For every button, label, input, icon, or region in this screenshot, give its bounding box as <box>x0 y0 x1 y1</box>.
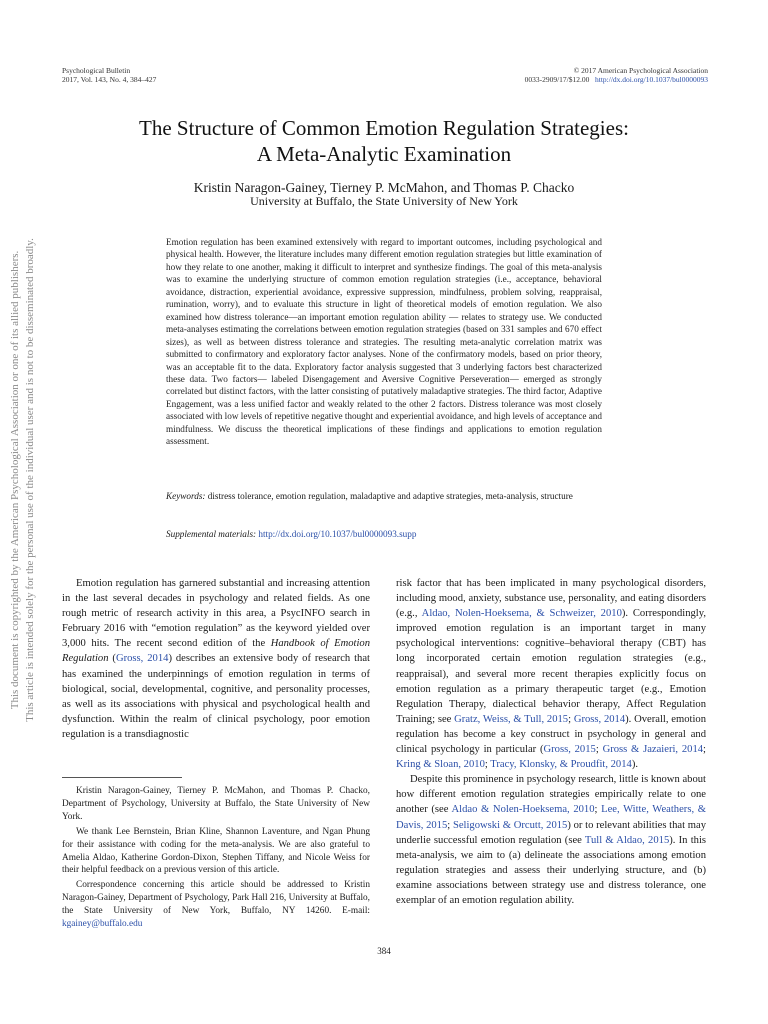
text-run: ; <box>703 744 706 756</box>
title-line-1: The Structure of Common Emotion Regulation Strategies: <box>139 116 629 140</box>
text-run: risk factor that has been implicated in many psychological disorders, including mood, anxiety, substance use, personality, and eating disorders (e.g., <box>396 578 706 620</box>
issn-doi-line <box>525 75 708 84</box>
text-run: Despite this prominence in psychology research, little is known about how different emotion regulation strategies empirically relate to one another (see <box>396 774 706 816</box>
citation-link[interactable]: Gross, 2014 <box>573 713 626 725</box>
footnote-affiliation: Kristin Naragon-Gainey, Tierney P. McMahon, and Thomas P. Chacko, Department of Psychology, University at Buffalo, the State University of New York. <box>62 786 370 822</box>
text-run: ; <box>595 744 603 756</box>
keywords <box>166 490 602 503</box>
copyright-side-notice <box>8 200 38 760</box>
text-run: Correspondence concerning this article should be addressed to Kristin Naragon-Gainey, Department of Psychology, Park Hall 216, University at Buffalo, the State University of New York, Buffalo, NY 14260. E-mail: <box>62 880 370 917</box>
keywords-text: distress tolerance, emotion regulation, maladaptive and adaptive strategies, meta-analysis, structure <box>207 491 573 501</box>
text-run: Emotion regulation has garnered substantial and increasing attention in the last several decades in psychology and related fields. As one rough metric of research activity in this area, a PsycINFO search in February 2016 with “emotion regulation” as the keyword yielded over 3,000 hits. The recent second edition of the <box>62 578 370 650</box>
footnote-correspondence <box>62 879 370 931</box>
intro-paragraph-2 <box>396 772 706 908</box>
journal-name: Psychological Bulletin <box>62 66 131 75</box>
citation-link[interactable]: Seligowski & Orcutt, 2015 <box>452 819 568 831</box>
text-run: ). In this meta-analysis, we aim to (a) delineate the associations among emotion regulation strategies and assess their underlying structure, and (b) examine associations between strategy use and distress tolerance, one exemplar of an emotion regulation ability. <box>396 834 707 906</box>
page-number: 384 <box>377 946 391 956</box>
abstract: Emotion regulation has been examined extensively with regard to important outcomes, including psychological and physical health. However, the literature includes many different emotion regulation strategies but little examination of how they relate to one another, making it difficult to interpret and synthesize findings. The goal of this meta-analysis was to examine the underlying structure of common emotion regulation strategies (i.e., acceptance, behavioral avoidance, distraction, experiential avoidance, expressive suppression, mindfulness, problem solving, reappraisal, rumination, worry), and to evaluate this structure in light of theoretical models of emotion regulation. We also examined how distress tolerance—an important emotion regulation ability — relates to strategy use. We conducted meta-analyses estimating the correlations between emotion regulation strategies (based on 331 samples and 670 effect sizes), as well as between distress tolerance and strategies. The resulting meta-analytic correlation matrix was submitted to confirmatory and exploratory factor analyses. None of the confirmatory models, based on prior theory, was an acceptable fit to the data. Exploratory factor analysis suggested that 3 underlying factors best characterized these data. Two factors— labeled Disengagement and Aversive Cognitive Perseveration— emerged as strongly correlated but distinct factors, with the latter consisting of putatively maladaptive strategies. The third factor, Adaptive Engagement, was a less unified factor and weakly related to the other 2 factors. Distress tolerance was most closely associated with low levels of repetitive negative thought and experiential avoidance, and high levels of acceptance and mindfulness. We discuss the theoretical implications of these findings and applications to emotion regulation assessment. <box>166 237 602 447</box>
paper-title <box>100 115 668 167</box>
text-run: ) or to relevant abilities that may underlie successful emotion regulation (see <box>396 819 707 846</box>
text-run: ; <box>568 713 574 725</box>
text-run: ). Correspondingly, improved emotion regulation is an important target in many psychological interventions: cognitive–behavioral therapy (CBT) has long incorporated certain emotion regulation strategies (e.g., reappraisal), and several more recent therapies explicitly focus on emotion regulation as a primary therapeutic target (e.g., Emotion Regulation Therapy, dialectical behavior therapy, Affect Regulation Training; see <box>396 608 706 725</box>
book-title: Handbook of Emotion Regulation <box>62 638 370 665</box>
supplemental-materials <box>166 528 602 541</box>
intro-paragraph-1 <box>62 576 370 742</box>
citation-link[interactable]: Gross, 2014 <box>115 653 169 665</box>
citation-link[interactable]: Tull & Aldao, 2015 <box>584 834 670 846</box>
issn: 0033-2909/17/$12.00 <box>524 75 590 84</box>
journal-volume: 2017, Vol. 143, No. 4, 384–427 <box>62 75 157 84</box>
supplemental-link[interactable]: http://dx.doi.org/10.1037/bul0000093.supp <box>258 529 417 539</box>
text-run: ; <box>484 759 491 771</box>
text-run: ). <box>631 759 639 771</box>
journal-header <box>62 66 156 84</box>
author-list: Kristin Naragon-Gainey, Tierney P. McMahon, and Thomas P. Chacko <box>193 180 575 195</box>
footnotes <box>62 785 370 933</box>
copyright-header <box>525 66 708 84</box>
copyright-line: © 2017 American Psychological Association <box>573 66 708 75</box>
affiliation: University at Buffalo, the State University of New York <box>250 194 518 208</box>
citation-link[interactable]: Tracy, Klonsky, & Proudfit, 2014 <box>490 759 632 771</box>
text-run: ) describes an extensive body of research that has examined the underpinnings of emotion regulation in terms of biological, social, developmental, cognitive, and personality processes, as well as its associations with physical and psychological health and dysfunction. Within the realm of clinical psychology, poor emotion regulation is a transdiagnostic <box>62 653 370 740</box>
email-link[interactable]: kgainey@buffalo.edu <box>62 919 143 930</box>
body-left-column <box>62 576 370 742</box>
citation-link[interactable]: Gross & Jazaieri, 2014 <box>602 744 704 756</box>
citation-link[interactable]: Gratz, Weiss, & Tull, 2015 <box>454 713 569 725</box>
citation-link[interactable]: Aldao & Nolen-Hoeksema, 2010 <box>451 804 595 816</box>
side-notice-line-1: This document is copyrighted by the American Psychological Association or one of its allied publishers. <box>9 250 21 710</box>
title-line-2: A Meta-Analytic Examination <box>256 142 512 166</box>
body-right-column <box>396 576 706 908</box>
citation-link[interactable]: Lee, Witte, Weathers, & Davis, 2015 <box>396 804 706 831</box>
text-run: ; <box>594 804 602 816</box>
supplemental-label: Supplemental materials: <box>166 529 257 539</box>
side-notice-line-2: This article is intended solely for the personal use of the individual user and is not to be disseminated broadly. <box>24 238 36 722</box>
keywords-label: Keywords: <box>166 491 206 501</box>
citation-link[interactable]: Kring & Sloan, 2010 <box>396 759 485 771</box>
intro-paragraph-1-cont <box>396 576 706 772</box>
text-run: ( <box>108 653 116 665</box>
citation-link[interactable]: Aldao, Nolen-Hoeksema, & Schweizer, 2010 <box>421 608 622 620</box>
citation-link[interactable]: Gross, 2015 <box>543 744 596 756</box>
text-run: ). Overall, emotion regulation has become a key construct in psychology in general and clinical psychology in particular ( <box>396 713 707 756</box>
footnote-divider <box>62 777 182 778</box>
footnote-acknowledgments: We thank Lee Bernstein, Brian Kline, Shannon Laventure, and Ngan Phung for their assistance with coding for the meta-analysis. We are also grateful to Amelia Aldao, Katherine Gordon-Dixon, Stephen Tiffany, and Nicole Weiss for their helpful feedback on a previous version of this article. <box>62 826 370 876</box>
doi-link[interactable]: http://dx.doi.org/10.1037/bul0000093 <box>595 75 708 84</box>
text-run: ; <box>447 819 453 831</box>
